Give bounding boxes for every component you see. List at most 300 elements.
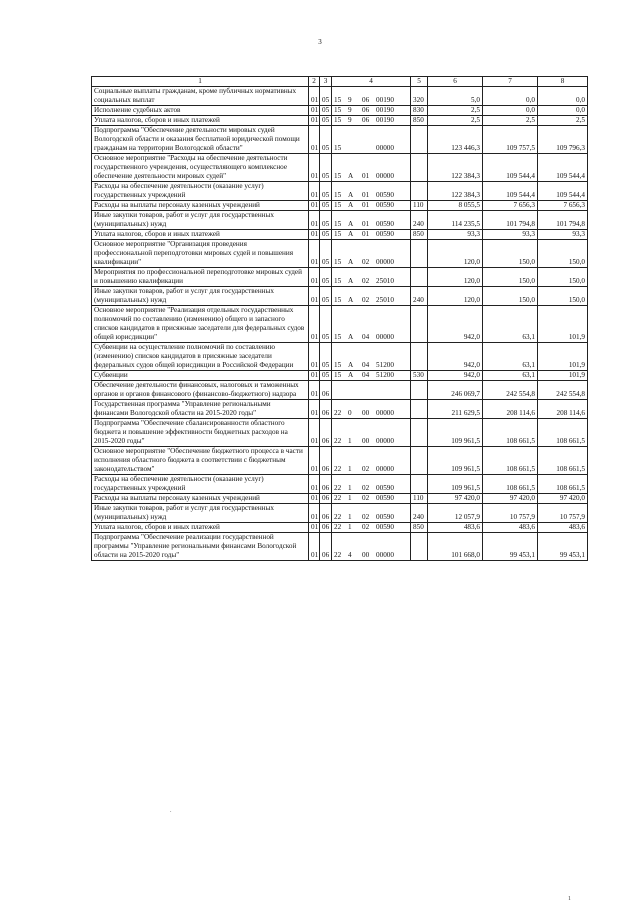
target-article-direction: 00590 bbox=[376, 191, 394, 199]
expense-type-code bbox=[411, 343, 428, 371]
target-article-subprogram: 1 bbox=[348, 513, 352, 521]
target-article-direction: 00190 bbox=[376, 106, 394, 114]
row-name: Иные закупки товаров, работ и услуг для государственных (муниципальных) нужд bbox=[92, 287, 309, 306]
section-code: 01 bbox=[309, 182, 320, 201]
target-article-subprogram: 4 bbox=[348, 551, 352, 559]
expense-type-code: 850 bbox=[411, 116, 428, 126]
header-cell: 8 bbox=[538, 77, 588, 87]
amount-col6: 942,0 bbox=[428, 343, 483, 371]
subsection-code: 05 bbox=[320, 154, 332, 182]
row-name: Подпрограмма "Обеспечение деятельности мировых судей Вологодской области и оказания бесплатной юридической помощи гражданам на территории Вологодской области" bbox=[92, 126, 309, 154]
row-name: Уплата налогов, сборов и иных платежей bbox=[92, 116, 309, 126]
target-article-direction: 00590 bbox=[376, 513, 394, 521]
subsection-code: 05 bbox=[320, 87, 332, 106]
section-code: 01 bbox=[309, 240, 320, 268]
target-article-program: 22 bbox=[334, 513, 342, 521]
target-article-subprogram: 1 bbox=[348, 494, 352, 502]
section-code: 01 bbox=[309, 447, 320, 475]
amount-col8: 7 656,3 bbox=[538, 201, 588, 211]
table-header-row bbox=[92, 77, 588, 87]
subsection-code: 05 bbox=[320, 230, 332, 240]
target-article-subprogram: 1 bbox=[348, 465, 352, 473]
target-article-code bbox=[332, 523, 411, 533]
subsection-code: 05 bbox=[320, 343, 332, 371]
target-article-program: 22 bbox=[334, 523, 342, 531]
section-code: 01 bbox=[309, 381, 320, 400]
subsection-code: 06 bbox=[320, 447, 332, 475]
amount-col8: 101,9 bbox=[538, 343, 588, 371]
amount-col8: 99 453,1 bbox=[538, 533, 588, 561]
row-name: Уплата налогов, сборов и иных платежей bbox=[92, 230, 309, 240]
amount-col7: 101 794,8 bbox=[483, 211, 538, 230]
target-article-program: 15 bbox=[334, 277, 342, 285]
amount-col8: 109 796,3 bbox=[538, 126, 588, 154]
subsection-code: 05 bbox=[320, 371, 332, 381]
table-row bbox=[92, 201, 588, 211]
target-article-activity: 00 bbox=[362, 437, 370, 445]
footer-mark-right: 1 bbox=[568, 896, 571, 902]
target-article-subprogram: A bbox=[348, 201, 354, 209]
amount-col7: 208 114,6 bbox=[483, 400, 538, 419]
amount-col8: 97 420,0 bbox=[538, 494, 588, 504]
amount-col8: 150,0 bbox=[538, 287, 588, 306]
subsection-code: 06 bbox=[320, 400, 332, 419]
target-article-code bbox=[332, 116, 411, 126]
target-article-direction: 00000 bbox=[376, 172, 394, 180]
amount-col7: 2,5 bbox=[483, 116, 538, 126]
table-row bbox=[92, 343, 588, 371]
expense-type-code: 850 bbox=[411, 523, 428, 533]
subsection-code: 05 bbox=[320, 116, 332, 126]
target-article-activity: 00 bbox=[362, 551, 370, 559]
target-article-program: 15 bbox=[334, 230, 342, 238]
row-name: Расходы на выплаты персоналу казенных учреждений bbox=[92, 494, 309, 504]
target-article-activity: 01 bbox=[362, 201, 370, 209]
expense-type-code bbox=[411, 182, 428, 201]
target-article-subprogram: A bbox=[348, 333, 354, 341]
target-article-subprogram: 0 bbox=[348, 409, 352, 417]
amount-col6: 120,0 bbox=[428, 268, 483, 287]
amount-col6: 109 961,5 bbox=[428, 419, 483, 447]
table-row bbox=[92, 533, 588, 561]
row-name: Расходы на выплаты персоналу казенных учреждений bbox=[92, 201, 309, 211]
amount-col7: 483,6 bbox=[483, 523, 538, 533]
target-article-subprogram: 1 bbox=[348, 484, 352, 492]
row-name: Основное мероприятие "Расходы на обеспечение деятельности государственного учреждения, осуществляющего комплексное обеспечение деятельности мировых судей" bbox=[92, 154, 309, 182]
target-article-subprogram: 9 bbox=[348, 116, 352, 124]
table-row bbox=[92, 419, 588, 447]
amount-col8: 150,0 bbox=[538, 240, 588, 268]
header-cell: 2 bbox=[309, 77, 320, 87]
amount-col6: 942,0 bbox=[428, 306, 483, 343]
amount-col8: 0,0 bbox=[538, 87, 588, 106]
target-article-program: 22 bbox=[334, 484, 342, 492]
table-row bbox=[92, 287, 588, 306]
target-article-code bbox=[332, 400, 411, 419]
expense-type-code bbox=[411, 419, 428, 447]
subsection-code: 05 bbox=[320, 106, 332, 116]
amount-col7: 150,0 bbox=[483, 287, 538, 306]
target-article-direction: 00000 bbox=[376, 551, 394, 559]
table-row bbox=[92, 268, 588, 287]
amount-col6: 8 055,5 bbox=[428, 201, 483, 211]
amount-col7: 97 420,0 bbox=[483, 494, 538, 504]
target-article-activity: 00 bbox=[362, 409, 370, 417]
row-name: Расходы на обеспечение деятельности (оказание услуг) государственных учреждений bbox=[92, 475, 309, 494]
row-name: Иные закупки товаров, работ и услуг для государственных (муниципальных) нужд bbox=[92, 504, 309, 523]
section-code: 01 bbox=[309, 230, 320, 240]
target-article-program: 22 bbox=[334, 551, 342, 559]
amount-col7: 93,3 bbox=[483, 230, 538, 240]
expense-type-code: 240 bbox=[411, 211, 428, 230]
row-name: Основное мероприятие "Организация проведения профессиональной переподготовки мировых судей и повышения квалификации" bbox=[92, 240, 309, 268]
target-article-program: 15 bbox=[334, 191, 342, 199]
table-row bbox=[92, 381, 588, 400]
target-article-program: 22 bbox=[334, 409, 342, 417]
amount-col6: 109 961,5 bbox=[428, 447, 483, 475]
amount-col6: 483,6 bbox=[428, 523, 483, 533]
amount-col8: 108 661,5 bbox=[538, 419, 588, 447]
expense-type-code: 320 bbox=[411, 87, 428, 106]
amount-col6: 122 384,3 bbox=[428, 182, 483, 201]
subsection-code: 06 bbox=[320, 419, 332, 447]
amount-col7: 7 656,3 bbox=[483, 201, 538, 211]
amount-col7: 109 544,4 bbox=[483, 182, 538, 201]
target-article-program: 15 bbox=[334, 144, 342, 152]
row-name: Основное мероприятие "Обеспечение бюджетного процесса в части исполнения областного бюджета в соответствии с бюджетным законодательством" bbox=[92, 447, 309, 475]
header-cell: 4 bbox=[332, 77, 411, 87]
section-code: 01 bbox=[309, 211, 320, 230]
header-cell: 7 bbox=[483, 77, 538, 87]
row-name: Социальные выплаты гражданам, кроме публичных нормативных социальных выплат bbox=[92, 87, 309, 106]
target-article-activity: 01 bbox=[362, 230, 370, 238]
amount-col7: 99 453,1 bbox=[483, 533, 538, 561]
amount-col8: 108 661,5 bbox=[538, 475, 588, 494]
subsection-code: 06 bbox=[320, 504, 332, 523]
row-name: Мероприятия по профессиональной переподготовке мировых судей и повышению квалификации bbox=[92, 268, 309, 287]
amount-col8: 101,9 bbox=[538, 371, 588, 381]
table-row bbox=[92, 116, 588, 126]
target-article-direction: 51200 bbox=[376, 371, 394, 379]
amount-col7: 150,0 bbox=[483, 268, 538, 287]
target-article-subprogram: A bbox=[348, 230, 354, 238]
target-article-direction: 25010 bbox=[376, 296, 394, 304]
target-article-code bbox=[332, 381, 411, 400]
target-article-activity: 02 bbox=[362, 484, 370, 492]
target-article-program: 15 bbox=[334, 116, 342, 124]
target-article-direction: 00000 bbox=[376, 144, 394, 152]
subsection-code: 05 bbox=[320, 268, 332, 287]
amount-col6: 2,5 bbox=[428, 106, 483, 116]
section-code: 01 bbox=[309, 475, 320, 494]
page-number: 3 bbox=[318, 38, 322, 46]
target-article-direction: 00000 bbox=[376, 437, 394, 445]
amount-col6: 120,0 bbox=[428, 287, 483, 306]
table-row bbox=[92, 126, 588, 154]
subsection-code: 06 bbox=[320, 381, 332, 400]
target-article-subprogram: A bbox=[348, 371, 354, 379]
target-article-direction: 00190 bbox=[376, 116, 394, 124]
row-name: Уплата налогов, сборов и иных платежей bbox=[92, 523, 309, 533]
amount-col6: 2,5 bbox=[428, 116, 483, 126]
amount-col8: 0,0 bbox=[538, 106, 588, 116]
target-article-activity: 01 bbox=[362, 172, 370, 180]
amount-col6: 109 961,5 bbox=[428, 475, 483, 494]
target-article-activity: 06 bbox=[362, 106, 370, 114]
subsection-code: 06 bbox=[320, 475, 332, 494]
target-article-direction: 00590 bbox=[376, 220, 394, 228]
footer-mark-left: . bbox=[170, 808, 172, 814]
subsection-code: 05 bbox=[320, 306, 332, 343]
row-name: Субвенции bbox=[92, 371, 309, 381]
amount-col7: 0,0 bbox=[483, 106, 538, 116]
row-name: Расходы на обеспечение деятельности (оказание услуг) государственных учреждений bbox=[92, 182, 309, 201]
target-article-code bbox=[332, 306, 411, 343]
expense-type-code bbox=[411, 447, 428, 475]
target-article-subprogram: 9 bbox=[348, 106, 352, 114]
amount-col6: 101 668,0 bbox=[428, 533, 483, 561]
section-code: 01 bbox=[309, 371, 320, 381]
table-row bbox=[92, 494, 588, 504]
amount-col8: 101,9 bbox=[538, 306, 588, 343]
amount-col6: 246 069,7 bbox=[428, 381, 483, 400]
target-article-program: 15 bbox=[334, 361, 342, 369]
target-article-activity: 02 bbox=[362, 277, 370, 285]
table-row bbox=[92, 400, 588, 419]
target-article-subprogram: A bbox=[348, 191, 354, 199]
target-article-code bbox=[332, 419, 411, 447]
target-article-activity: 02 bbox=[362, 494, 370, 502]
target-article-activity: 02 bbox=[362, 513, 370, 521]
target-article-code bbox=[332, 87, 411, 106]
table-row bbox=[92, 306, 588, 343]
target-article-activity: 04 bbox=[362, 371, 370, 379]
target-article-code bbox=[332, 240, 411, 268]
expense-type-code bbox=[411, 381, 428, 400]
row-name: Государственная программа "Управление региональными финансами Вологодской области на 2015-2020 годы" bbox=[92, 400, 309, 419]
subsection-code: 05 bbox=[320, 287, 332, 306]
expense-type-code bbox=[411, 154, 428, 182]
amount-col7: 108 661,5 bbox=[483, 447, 538, 475]
table-row bbox=[92, 504, 588, 523]
amount-col6: 123 446,3 bbox=[428, 126, 483, 154]
row-name: Субвенции на осуществление полномочий по составлению (изменению) списков кандидатов в присяжные заседатели федеральных судов общей юрисдикции в Российской Федерации bbox=[92, 343, 309, 371]
target-article-direction: 51200 bbox=[376, 361, 394, 369]
budget-table bbox=[91, 76, 588, 561]
subsection-code: 05 bbox=[320, 211, 332, 230]
amount-col8: 2,5 bbox=[538, 116, 588, 126]
amount-col6: 114 235,5 bbox=[428, 211, 483, 230]
target-article-direction: 00000 bbox=[376, 333, 394, 341]
target-article-program: 15 bbox=[334, 201, 342, 209]
target-article-activity: 02 bbox=[362, 465, 370, 473]
amount-col8: 109 544,4 bbox=[538, 154, 588, 182]
target-article-subprogram: A bbox=[348, 258, 354, 266]
table-row bbox=[92, 240, 588, 268]
section-code: 01 bbox=[309, 268, 320, 287]
section-code: 01 bbox=[309, 201, 320, 211]
target-article-program: 15 bbox=[334, 106, 342, 114]
amount-col7: 109 544,4 bbox=[483, 154, 538, 182]
expense-type-code bbox=[411, 240, 428, 268]
section-code: 01 bbox=[309, 154, 320, 182]
target-article-code bbox=[332, 475, 411, 494]
target-article-subprogram: 1 bbox=[348, 523, 352, 531]
amount-col7: 108 661,5 bbox=[483, 419, 538, 447]
table-row bbox=[92, 106, 588, 116]
amount-col6: 211 629,5 bbox=[428, 400, 483, 419]
header-cell: 5 bbox=[411, 77, 428, 87]
subsection-code: 06 bbox=[320, 533, 332, 561]
target-article-activity: 04 bbox=[362, 361, 370, 369]
target-article-code bbox=[332, 201, 411, 211]
target-article-program: 15 bbox=[334, 333, 342, 341]
amount-col6: 12 057,9 bbox=[428, 504, 483, 523]
target-article-code bbox=[332, 343, 411, 371]
target-article-code bbox=[332, 154, 411, 182]
target-article-code bbox=[332, 106, 411, 116]
section-code: 01 bbox=[309, 126, 320, 154]
amount-col6: 120,0 bbox=[428, 240, 483, 268]
expense-type-code bbox=[411, 126, 428, 154]
subsection-code: 06 bbox=[320, 494, 332, 504]
target-article-activity: 01 bbox=[362, 220, 370, 228]
target-article-code bbox=[332, 268, 411, 287]
table-row bbox=[92, 87, 588, 106]
target-article-direction: 00590 bbox=[376, 230, 394, 238]
row-name: Иные закупки товаров, работ и услуг для государственных (муниципальных) нужд bbox=[92, 211, 309, 230]
target-article-program: 15 bbox=[334, 296, 342, 304]
target-article-code bbox=[332, 504, 411, 523]
target-article-direction: 00590 bbox=[376, 523, 394, 531]
amount-col7: 63,1 bbox=[483, 306, 538, 343]
section-code: 01 bbox=[309, 287, 320, 306]
subsection-code: 05 bbox=[320, 240, 332, 268]
amount-col7: 242 554,8 bbox=[483, 381, 538, 400]
expense-type-code: 850 bbox=[411, 230, 428, 240]
expense-type-code bbox=[411, 306, 428, 343]
target-article-code bbox=[332, 494, 411, 504]
target-article-subprogram: 1 bbox=[348, 437, 352, 445]
subsection-code: 06 bbox=[320, 523, 332, 533]
subsection-code: 05 bbox=[320, 126, 332, 154]
amount-col8: 108 661,5 bbox=[538, 447, 588, 475]
section-code: 01 bbox=[309, 523, 320, 533]
amount-col8: 483,6 bbox=[538, 523, 588, 533]
amount-col6: 942,0 bbox=[428, 371, 483, 381]
amount-col7: 10 757,9 bbox=[483, 504, 538, 523]
section-code: 01 bbox=[309, 533, 320, 561]
target-article-direction: 00590 bbox=[376, 494, 394, 502]
target-article-direction: 00190 bbox=[376, 96, 394, 104]
target-article-program: 15 bbox=[334, 172, 342, 180]
target-article-activity: 04 bbox=[362, 333, 370, 341]
section-code: 01 bbox=[309, 106, 320, 116]
subsection-code: 05 bbox=[320, 182, 332, 201]
target-article-activity: 02 bbox=[362, 523, 370, 531]
row-name: Подпрограмма "Обеспечение сбалансированности областного бюджета и повышение эффективности бюджетных расходов на 2015-2020 годы" bbox=[92, 419, 309, 447]
target-article-subprogram: A bbox=[348, 361, 354, 369]
table-row bbox=[92, 154, 588, 182]
amount-col8: 10 757,9 bbox=[538, 504, 588, 523]
target-article-program: 15 bbox=[334, 220, 342, 228]
header-cell: 1 bbox=[92, 77, 309, 87]
amount-col6: 93,3 bbox=[428, 230, 483, 240]
target-article-program: 15 bbox=[334, 96, 342, 104]
row-name: Подпрограмма "Обеспечение реализации государственной программы "Управление региональными финансами Вологодской области на 2015-2020 годы" bbox=[92, 533, 309, 561]
amount-col8: 109 544,4 bbox=[538, 182, 588, 201]
amount-col7: 63,1 bbox=[483, 343, 538, 371]
target-article-subprogram: A bbox=[348, 296, 354, 304]
target-article-direction: 00000 bbox=[376, 465, 394, 473]
target-article-program: 15 bbox=[334, 371, 342, 379]
section-code: 01 bbox=[309, 343, 320, 371]
target-article-direction: 00000 bbox=[376, 258, 394, 266]
expense-type-code bbox=[411, 268, 428, 287]
table-row bbox=[92, 230, 588, 240]
row-name: Исполнение судебных актов bbox=[92, 106, 309, 116]
target-article-activity: 02 bbox=[362, 258, 370, 266]
target-article-subprogram: A bbox=[348, 220, 354, 228]
expense-type-code bbox=[411, 533, 428, 561]
section-code: 01 bbox=[309, 116, 320, 126]
target-article-subprogram: A bbox=[348, 277, 354, 285]
amount-col8: 150,0 bbox=[538, 268, 588, 287]
expense-type-code: 110 bbox=[411, 201, 428, 211]
target-article-subprogram: 9 bbox=[348, 96, 352, 104]
section-code: 01 bbox=[309, 87, 320, 106]
target-article-program: 22 bbox=[334, 437, 342, 445]
amount-col6: 5,0 bbox=[428, 87, 483, 106]
expense-type-code: 110 bbox=[411, 494, 428, 504]
target-article-code bbox=[332, 230, 411, 240]
target-article-program: 15 bbox=[334, 258, 342, 266]
target-article-direction: 00590 bbox=[376, 201, 394, 209]
target-article-code bbox=[332, 447, 411, 475]
table-row bbox=[92, 211, 588, 230]
table-row bbox=[92, 182, 588, 201]
target-article-activity: 01 bbox=[362, 191, 370, 199]
expense-type-code: 530 bbox=[411, 371, 428, 381]
target-article-code bbox=[332, 182, 411, 201]
target-article-code bbox=[332, 287, 411, 306]
header-cell: 6 bbox=[428, 77, 483, 87]
table-row bbox=[92, 447, 588, 475]
amount-col7: 108 661,5 bbox=[483, 475, 538, 494]
table-row bbox=[92, 475, 588, 494]
target-article-code bbox=[332, 371, 411, 381]
target-article-code bbox=[332, 211, 411, 230]
target-article-direction: 00000 bbox=[376, 409, 394, 417]
row-name: Обеспечение деятельности финансовых, налоговых и таможенных органов и органов финансового (финансово-бюджетного) надзора bbox=[92, 381, 309, 400]
target-article-activity: 06 bbox=[362, 116, 370, 124]
target-article-direction: 25010 bbox=[376, 277, 394, 285]
target-article-program: 22 bbox=[334, 494, 342, 502]
expense-type-code: 240 bbox=[411, 504, 428, 523]
target-article-activity: 06 bbox=[362, 96, 370, 104]
amount-col8: 101 794,8 bbox=[538, 211, 588, 230]
amount-col8: 93,3 bbox=[538, 230, 588, 240]
target-article-program: 22 bbox=[334, 465, 342, 473]
target-article-direction: 00590 bbox=[376, 484, 394, 492]
amount-col8: 208 114,6 bbox=[538, 400, 588, 419]
table-body bbox=[92, 87, 588, 561]
amount-col7: 109 757,5 bbox=[483, 126, 538, 154]
row-name: Основное мероприятие "Реализация отдельных государственных полномочий по составлению (изменению) общего и запасного списков кандидатов в присяжные заседатели для федеральных судов общей юрисдикции" bbox=[92, 306, 309, 343]
amount-col7: 0,0 bbox=[483, 87, 538, 106]
section-code: 01 bbox=[309, 400, 320, 419]
section-code: 01 bbox=[309, 419, 320, 447]
